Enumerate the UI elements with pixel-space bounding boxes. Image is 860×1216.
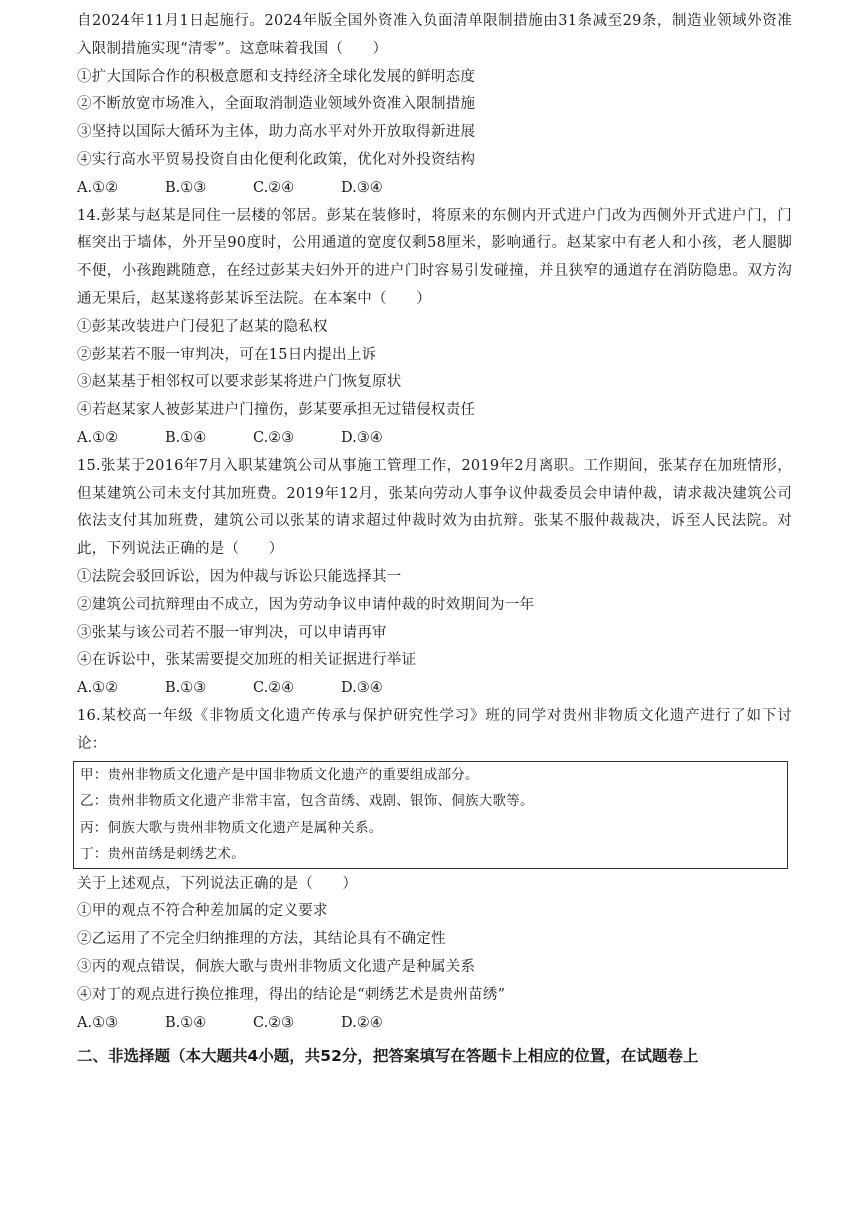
discussion-statement-bing: 丙：侗族大歌与贵州非物质文化遗产是属种关系。 <box>80 819 383 836</box>
question-15-item-4: ④在诉讼中，张某需要提交加班的相关证据进行举证 <box>77 652 417 669</box>
option-c: C.②③ <box>253 429 295 446</box>
option-c: C.②④ <box>253 680 295 697</box>
option-b: B.①③ <box>165 179 207 196</box>
question-13-stem: 自2024年11月1日起施行。2024年版全国外资准入负面清单限制措施由31条减至29条，制造业领域外资准入限制措施实现“清零”。这意味着我国（ ） <box>77 13 792 57</box>
question-14-stem: 14.彭某与赵某是同住一层楼的邻居。彭某在装修时，将原来的东侧内开式进户门改为西侧外开式进户门，门框突出于墙体，外开呈90度时，公用通道的宽度仅剩58厘米，影响通行。赵某家中有老人和小孩，老人腿脚不便，小孩跑跳随意，在经过彭某夫妇外开的进户门时容易引发碰撞，并且狭窄的通道存在消防隐患。双方沟通无果后，赵某遂将彭某诉至法院。在本案中（ ） <box>77 207 792 307</box>
question-16-item-3: ③丙的观点错误，侗族大歌与贵州非物质文化遗产是种属关系 <box>77 958 476 975</box>
question-14-item-1: ①彭某改装进户门侵犯了赵某的隐私权 <box>77 318 328 335</box>
question-13-item-1: ①扩大国际合作的积极意愿和支持经济全球化发展的鲜明态度 <box>77 68 476 85</box>
question-16 <box>77 703 792 1037</box>
question-14-item-2: ②彭某若不服一审判决，可在15日内提出上诉 <box>77 346 377 363</box>
question-14 <box>77 203 792 453</box>
option-d: D.②④ <box>341 1014 383 1031</box>
option-a: A.①② <box>77 179 119 196</box>
option-d: D.③④ <box>341 429 383 446</box>
question-13-item-2: ②不断放宽市场准入，全面取消制造业领域外资准入限制措施 <box>77 96 476 113</box>
question-15-options <box>77 675 792 703</box>
exam-content <box>77 8 792 1071</box>
question-15 <box>77 453 792 703</box>
discussion-statement-yi: 乙：贵州非物质文化遗产非常丰富，包含苗绣、戏剧、银饰、侗族大歌等。 <box>80 793 534 810</box>
question-13-options <box>77 175 792 203</box>
question-16-stem: 16.某校高一年级《非物质文化遗产传承与保护研究性学习》班的同学对贵州非物质文化遗产进行了如下讨论： <box>77 707 792 752</box>
option-a: A.①③ <box>77 1014 119 1031</box>
option-c: C.②④ <box>253 179 295 196</box>
question-13 <box>77 8 792 203</box>
question-14-item-3: ③赵某基于相邻权可以要求彭某将进户门恢复原状 <box>77 374 402 391</box>
question-16-item-1: ①甲的观点不符合种差加属的定义要求 <box>77 903 328 920</box>
option-b: B.①④ <box>165 429 207 446</box>
question-16-item-2: ②乙运用了不完全归纳推理的方法，其结论具有不确定性 <box>77 931 446 948</box>
question-14-options <box>77 425 792 453</box>
question-15-stem: 15.张某于2016年7月入职某建筑公司从事施工管理工作，2019年2月离职。工作期间，张某存在加班情形，但某建筑公司未支付其加班费。2019年12月，张某向劳动人事争议仲裁委员会申请仲裁，请求裁决建筑公司依法支付其加班费，建筑公司以张某的请求超过仲裁时效为由抗辩。张某不服仲裁裁决，诉至人民法院。对此，下列说法正确的是（ ） <box>77 457 792 558</box>
question-13-item-3: ③坚持以国际大循环为主体，助力高水平对外开放取得新进展 <box>77 124 476 141</box>
option-a: A.①② <box>77 429 119 446</box>
discussion-statement-ding: 丁：贵州苗绣是刺绣艺术。 <box>80 846 245 863</box>
option-d: D.③④ <box>341 179 383 196</box>
option-d: D.③④ <box>341 680 383 697</box>
option-b: B.①④ <box>165 1014 207 1031</box>
section-2-title: 二、非选择题（本大题共4小题，共52分，把答案填写在答题卡上相应的位置，在试题卷上 <box>77 1047 699 1066</box>
option-a: A.①② <box>77 680 119 697</box>
question-14-item-4: ④若赵某家人被彭某进户门撞伤，彭某要承担无过错侵权责任 <box>77 402 476 419</box>
discussion-box <box>73 761 788 869</box>
question-16-item-4: ④对丁的观点进行换位推理，得出的结论是“刺绣艺术是贵州苗绣” <box>77 986 506 1003</box>
question-16-question: 关于上述观点，下列说法正确的是（ ） <box>77 875 358 892</box>
option-c: C.②③ <box>253 1014 295 1031</box>
question-16-options <box>77 1010 792 1038</box>
discussion-statement-jia: 甲：贵州非物质文化遗产是中国非物质文化遗产的重要组成部分。 <box>80 766 479 783</box>
question-13-item-4: ④实行高水平贸易投资自由化便利化政策，优化对外投资结构 <box>77 151 476 168</box>
question-15-item-1: ①法院会驳回诉讼，因为仲裁与诉讼只能选择其一 <box>77 568 402 585</box>
question-15-item-2: ②建筑公司抗辩理由不成立，因为劳动争议申请仲裁的时效期间为一年 <box>77 596 535 613</box>
question-15-item-3: ③张某与该公司若不服一审判决，可以申请再审 <box>77 624 387 641</box>
option-b: B.①③ <box>165 680 207 697</box>
